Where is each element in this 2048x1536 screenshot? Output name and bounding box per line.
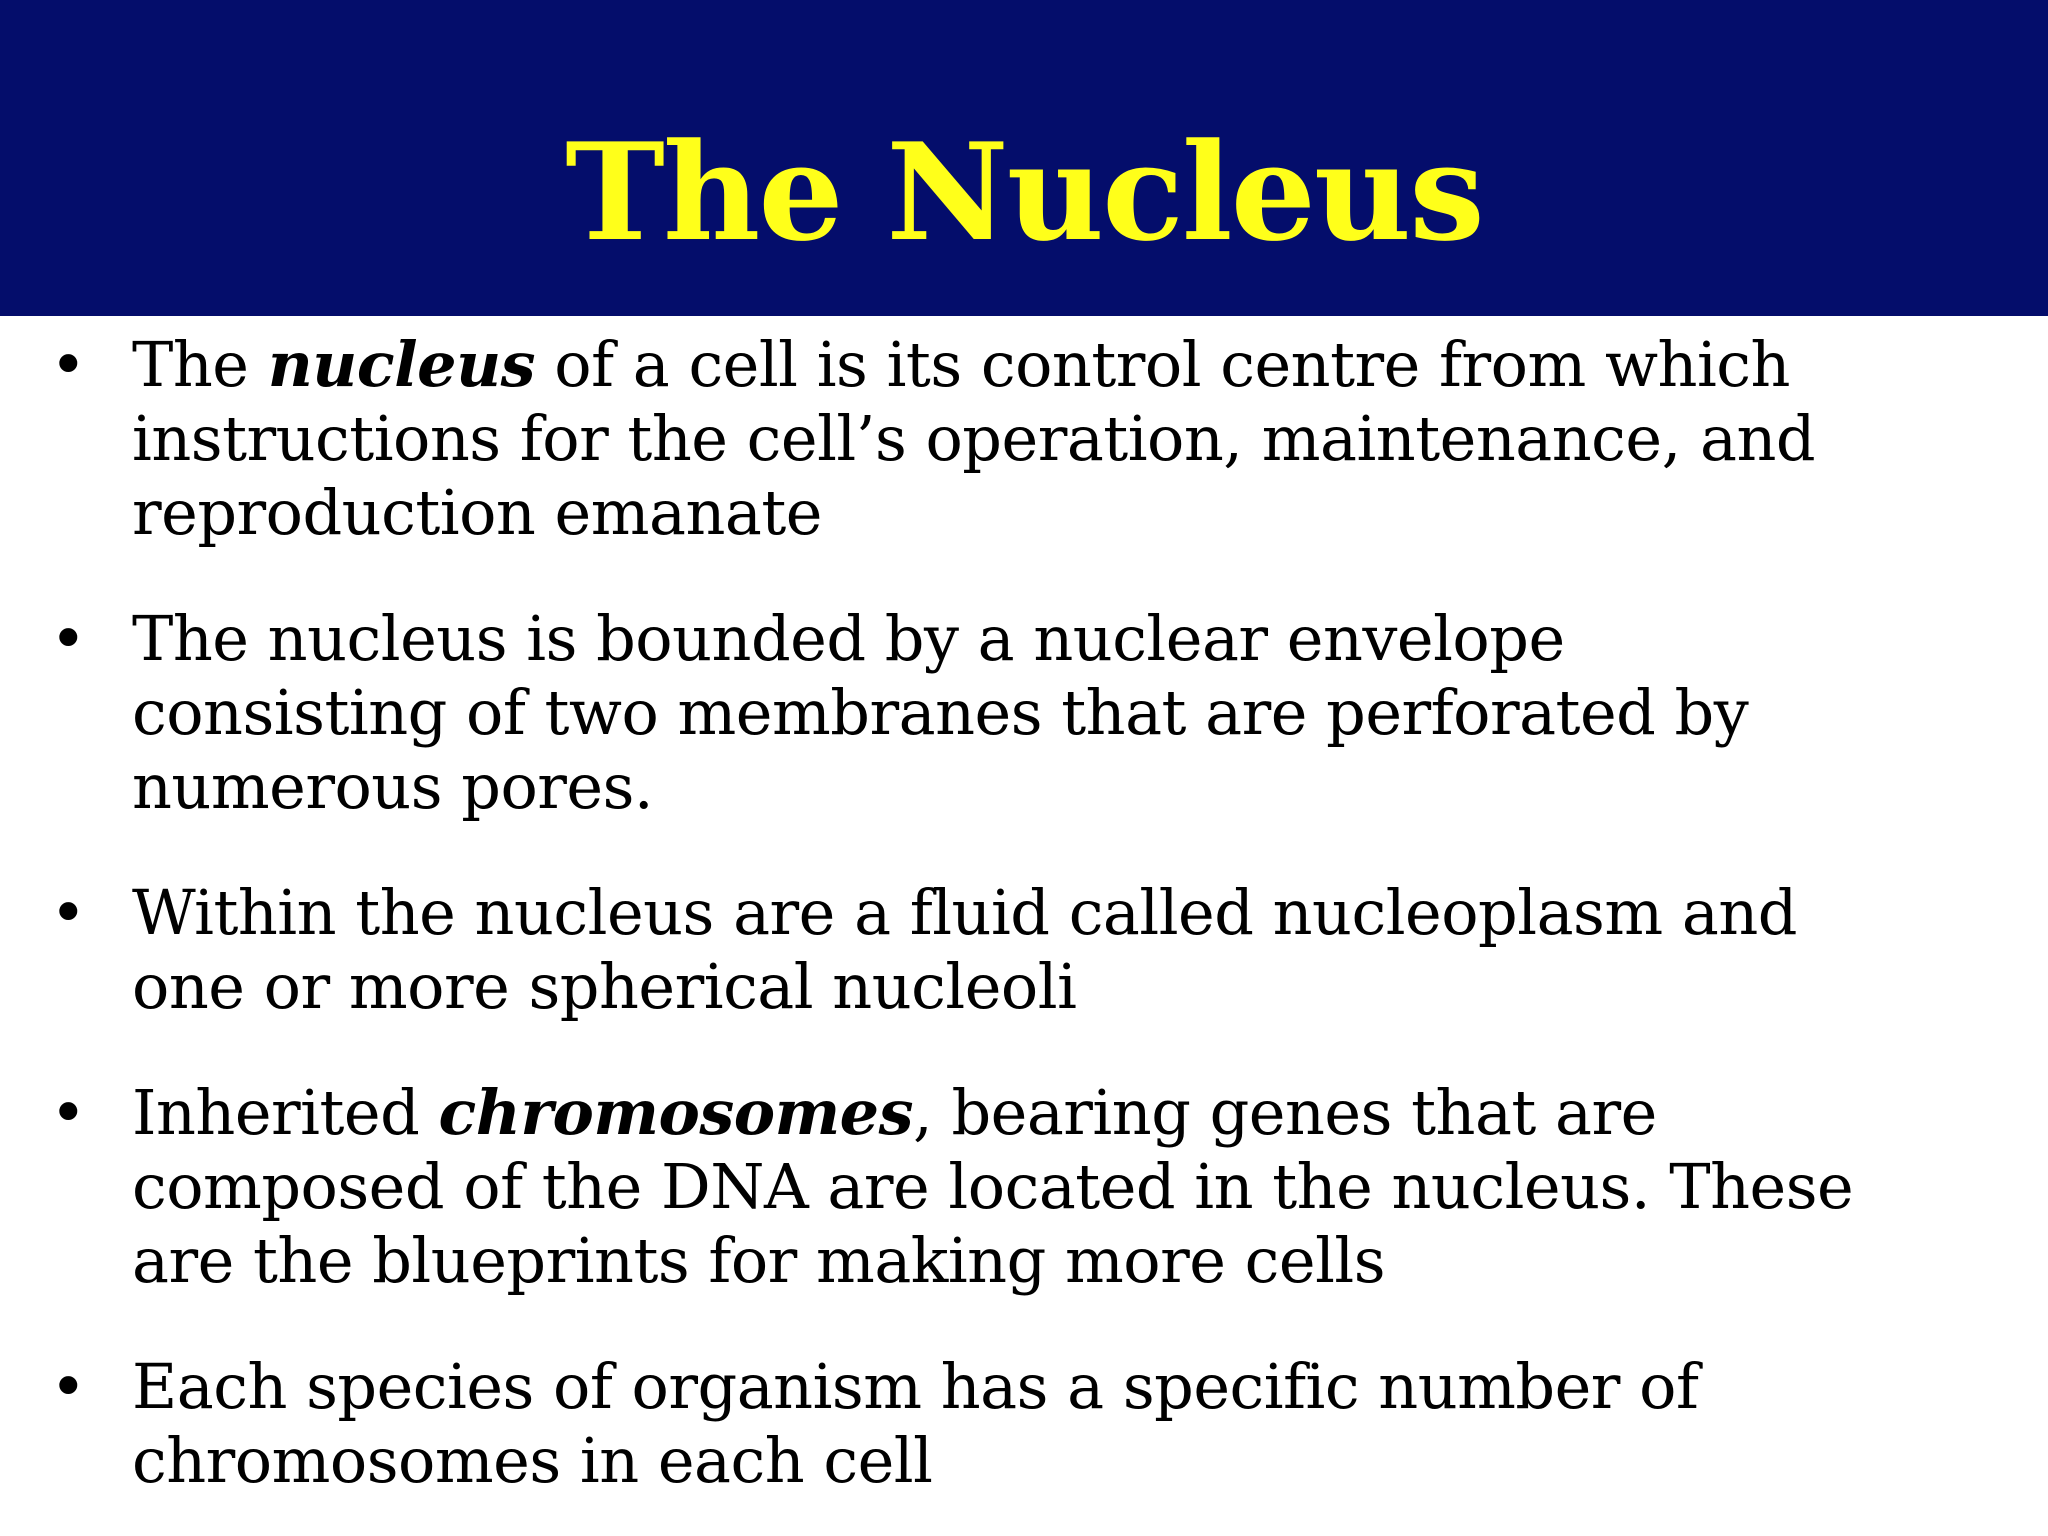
bullet-text: Inherited chromosomes, bearing genes that are composed of the DNA are located in the nucleus. These are the blueprints for making more cells: [132, 1076, 1854, 1297]
emphasized-term: nucleus: [267, 328, 536, 401]
bullet-item-nucleus-definition: [50, 328, 2010, 550]
bullet-text: Each species of organism has a specific number of chromosomes in each cell: [132, 1350, 1699, 1497]
bullet-item-chromosome-number: [50, 1350, 2010, 1498]
bullet-text: Within the nucleus are a fluid called nucleoplasm and one or more spherical nucleoli: [132, 876, 1797, 1023]
emphasized-term: chromosomes: [438, 1076, 914, 1149]
bullet-icon: •: [50, 602, 87, 675]
slide-title: The Nucleus: [565, 113, 1483, 271]
bullet-text: The nucleus is bounded by a nuclear envelope consisting of two membranes that are perforated by numerous pores.: [132, 602, 1749, 823]
bullet-icon: •: [50, 1350, 87, 1423]
bullet-icon: •: [50, 1076, 87, 1149]
bullet-item-chromosomes: [50, 1076, 2010, 1298]
bullet-icon: •: [50, 328, 87, 401]
bullet-item-nuclear-envelope: [50, 602, 2010, 824]
bullet-icon: •: [50, 876, 87, 949]
bullet-item-nucleoplasm: [50, 876, 2010, 1024]
bullet-text: The nucleus of a cell is its control centre from which instructions for the cell’s operation, maintenance, and reproduction emanate: [132, 328, 1816, 549]
